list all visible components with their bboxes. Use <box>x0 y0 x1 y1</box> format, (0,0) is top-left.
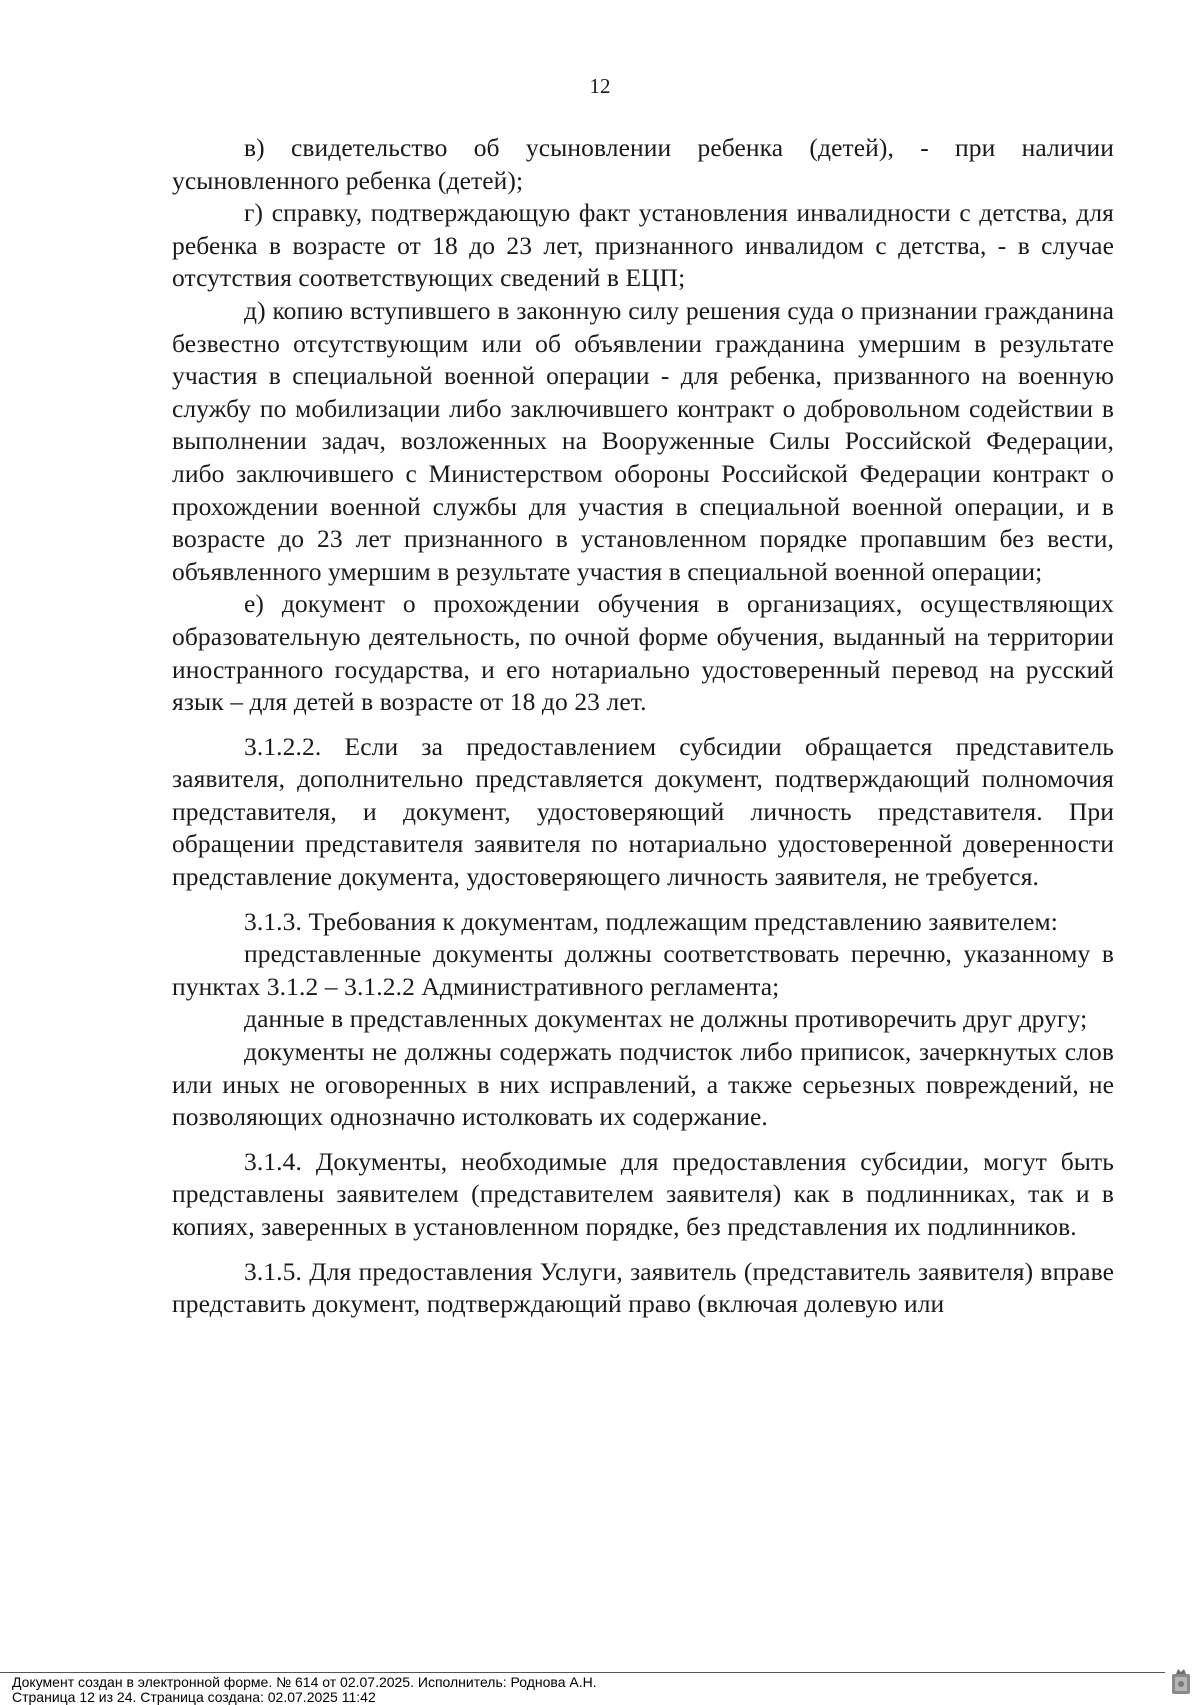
paragraph-3-1-3: 3.1.3. Требования к документам, подлежащим представлению заявителем: <box>244 906 1058 936</box>
paragraph-item-v: в) свидетельство об усыновлении ребенка (детей), - при наличии усыновленного ребенка (детей); <box>172 133 1114 195</box>
footer-line-page-info: Страница 12 из 24. Страница создана: 02.07.2025 11:42 <box>12 1689 376 1705</box>
page-number: 12 <box>589 74 611 98</box>
document-body <box>172 132 1114 1321</box>
paragraph-requirement-1: представленные документы должны соответствовать перечню, указанному в пунктах 3.1.2 – 3.1.2.2 Административного регламента; <box>172 939 1114 1001</box>
paragraph-3-1-5: 3.1.5. Для предоставления Услуги, заявитель (представитель заявителя) вправе представить документ, подтверждающий право (включая долевую или <box>172 1256 1114 1319</box>
footer-divider <box>0 1672 1165 1673</box>
footer-text <box>12 1675 597 1705</box>
paragraph-item-e: е) документ о прохождении обучения в организациях, осуществляющих образовательную деятельность, по очной форме обучения, выданный на территории иностранного государства, и его нотариально удостоверенный перевод на русский язык – для детей в возрасте от 18 до 23 лет. <box>172 589 1114 717</box>
paragraph-item-d: д) копию вступившего в законную силу решения суда о признании гражданина безвестно отсутствующим или об объявлении гражданина умершим в результате участия в специальной военной операции - для ребенка, призванного на военную службу по мобилизации либо заключившего контракт о добровольном содействии в выполнении задач, возложенных на Вооруженные Силы Российской Федерации, либо заключившего с Министерством обороны Российской Федерации контракт о прохождении военной службы для участия в специальной военной операции, и в возрасте до 23 лет признанного в установленном порядке пропавшим без вести, объявленного умершим в результате участия в специальной военной операции; <box>172 295 1114 586</box>
paragraph-requirement-3: документы не должны содержать подчисток либо приписок, зачеркнутых слов или иных не оговоренных в них исправлений, а также серьезных повреждений, не позволяющих однозначно истолковать их содержание. <box>172 1037 1114 1132</box>
coat-of-arms-icon <box>1170 1666 1192 1696</box>
paragraph-3-1-4: 3.1.4. Документы, необходимые для предоставления субсидии, могут быть представлены заявителем (представителем заявителя) как в подлинниках, так и в копиях, заверенных в установленном порядке, без представления их подлинников. <box>172 1146 1114 1241</box>
footer-line-document-info: Документ создан в электронной форме. № 614 от 02.07.2025. Исполнитель: Роднова А.Н. <box>12 1674 597 1690</box>
paragraph-item-g: г) справку, подтверждающую факт установления инвалидности с детства, для ребенка в возрасте от 18 до 23 лет, признанного инвалидом с детства, - в случае отсутствия соответствующих сведений в ЕЦП; <box>172 198 1114 293</box>
paragraph-requirement-2: данные в представленных документах не должны противоречить друг другу; <box>244 1004 1088 1034</box>
paragraph-3-1-2-2: 3.1.2.2. Если за предоставлением субсидии обращается представитель заявителя, дополнительно представляется документ, подтверждающий полномочия представителя, и документ, удостоверяющий личность представителя. При обращении представителя заявителя по нотариально удостоверенной доверенности представление документа, удостоверяющего личность заявителя, не требуется. <box>172 731 1114 892</box>
